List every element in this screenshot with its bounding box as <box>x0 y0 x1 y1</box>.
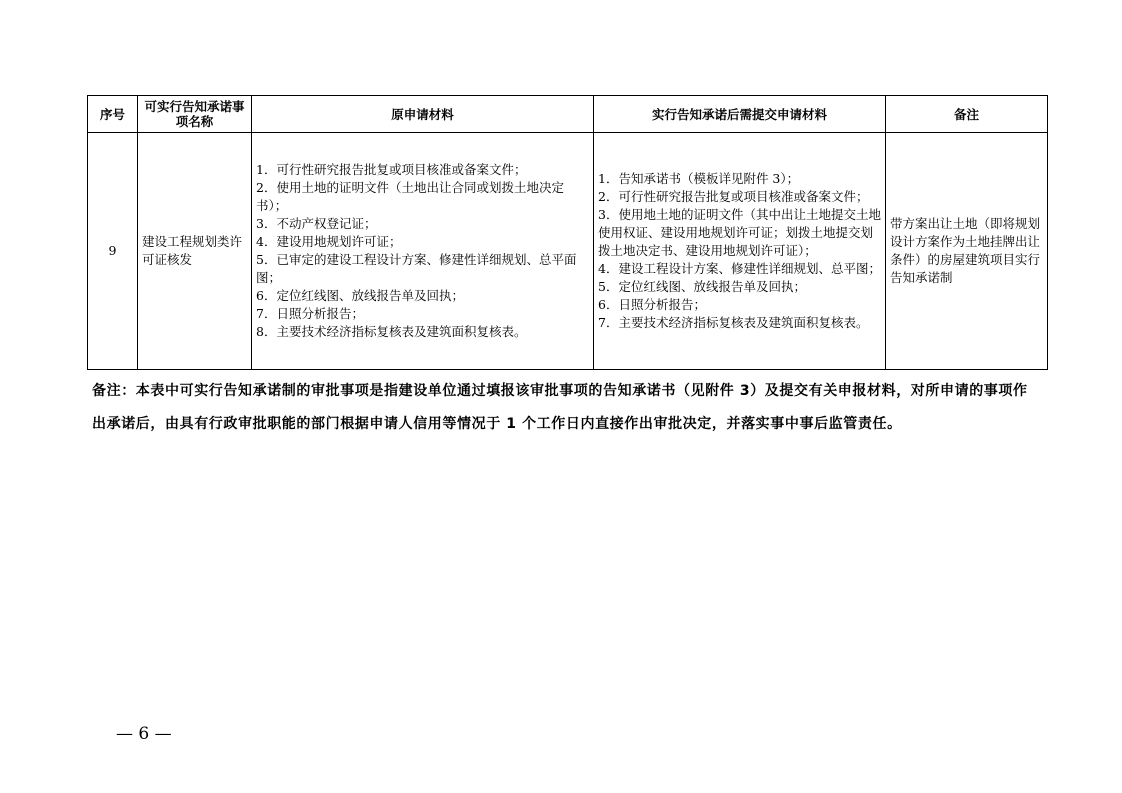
header-index: 序号 <box>88 96 138 133</box>
list-item: 5．定位红线图、放线报告单及回执； <box>598 279 806 294</box>
row-item-name: 建设工程规划类许可证核发 <box>138 133 252 370</box>
list-item: 7．主要技术经济指标复核表及建筑面积复核表。 <box>598 315 869 330</box>
list-item: 3．使用地土地的证明文件（其中出让土地提交土地使用权证、建设用地规划许可证；划拨土地提交划拨土地决定书、建设用地规划许可证）； <box>598 207 881 258</box>
table-header-row <box>88 96 1048 133</box>
approval-items-table <box>87 95 1048 370</box>
list-item: 4．建设用地规划许可证； <box>256 234 402 249</box>
list-item: 1．可行性研究报告批复或项目核准或备案文件； <box>256 162 527 177</box>
list-item: 4．建设工程设计方案、修建性详细规划、总平图； <box>598 261 881 276</box>
list-item: 2．可行性研究报告批复或项目核准或备案文件； <box>598 189 869 204</box>
list-item: 2．使用土地的证明文件（土地出让合同或划拨土地决定书）； <box>256 180 564 213</box>
header-original-materials: 原申请材料 <box>252 96 594 133</box>
list-item: 7．日照分析报告； <box>256 306 364 321</box>
list-item: 5．已审定的建设工程设计方案、修建性详细规划、总平面图； <box>256 252 577 285</box>
table-row <box>88 133 1048 370</box>
row-remarks: 带方案出让土地（即将规划设计方案作为土地挂牌出让条件）的房屋建筑项目实行告知承诺制 <box>886 133 1048 370</box>
row-commitment-materials <box>594 133 886 370</box>
page-number: — 6 — <box>116 724 172 744</box>
header-remarks: 备注 <box>886 96 1048 133</box>
list-item: 3．不动产权登记证； <box>256 216 377 231</box>
list-item: 8．主要技术经济指标复核表及建筑面积复核表。 <box>256 324 527 339</box>
footnote-remark: 备注：本表中可实行告知承诺制的审批事项是指建设单位通过填报该审批事项的告知承诺书（见附件 3）及提交有关申报材料，对所申请的事项作出承诺后，由具有行政审批职能的部门根据申请人信用等情况于 1 个工作日内直接作出审批决定，并落实事中事后监管责任。 <box>92 383 1028 432</box>
list-item: 1．告知承诺书（模板详见附件 3）； <box>598 171 800 186</box>
row-original-materials <box>252 133 594 370</box>
list-item: 6．日照分析报告； <box>598 297 706 312</box>
header-commitment-materials: 实行告知承诺后需提交申请材料 <box>594 96 886 133</box>
row-index: 9 <box>88 133 138 370</box>
header-item-name: 可实行告知承诺事项名称 <box>138 96 252 133</box>
list-item: 6．定位红线图、放线报告单及回执； <box>256 288 464 303</box>
